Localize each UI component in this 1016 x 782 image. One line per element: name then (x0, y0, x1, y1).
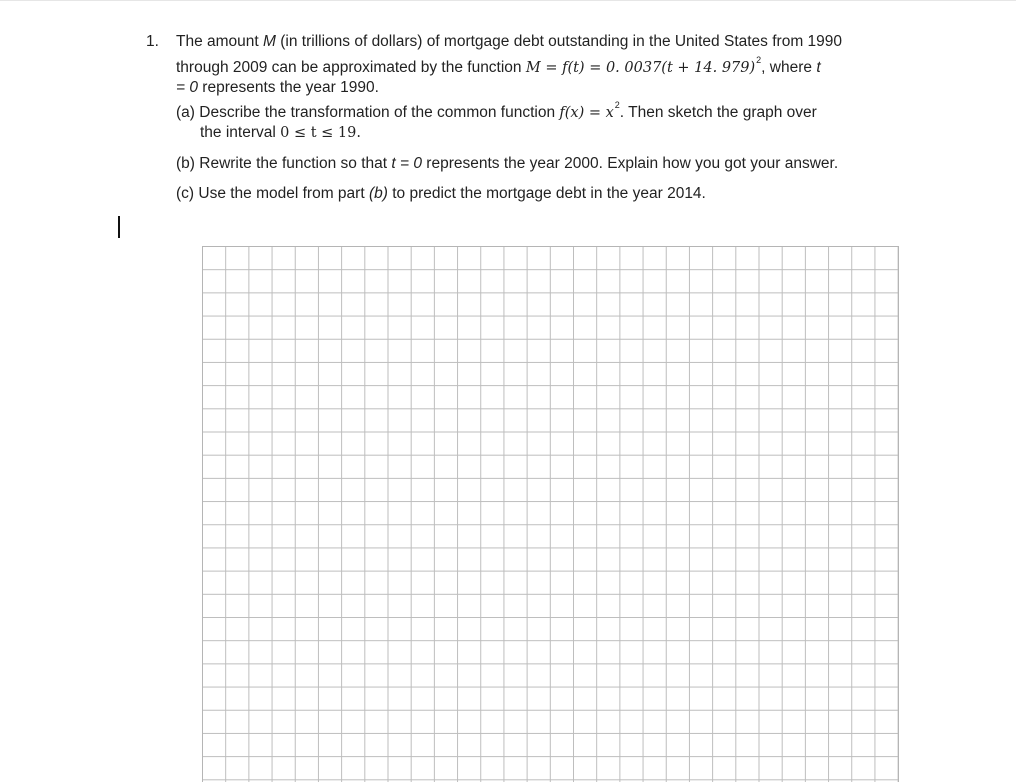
part-a-line-1: (a) Describe the transformation of the common function $f(x) = x^2$. Then sketch the graph over (176, 100, 817, 121)
text-cursor (118, 216, 120, 238)
graph-paper-grid[interactable] (202, 246, 898, 782)
graph-paper-right-border (898, 246, 899, 782)
debt-function-formula: M = f(t) = 0. 0037(t + 14. 979) (525, 60, 756, 76)
stem-line-1: The amount M (in trillions of dollars) of mortgage debt outstanding in the United States from 1990 (176, 33, 843, 50)
page-top-border (0, 0, 1016, 1)
question-number: 1. (146, 33, 159, 50)
common-function-formula: f(x) = x (559, 105, 614, 121)
part-c: (c) Use the model from part (b) to predict the mortgage debt in the year 2014. (176, 185, 706, 202)
part-b: (b) Rewrite the function so that t = 0 represents the year 2000. Explain how you got your answer. (176, 155, 839, 172)
part-a (176, 100, 901, 143)
interval-formula: 0 ≤ t ≤ 19. (280, 125, 361, 141)
stem-line-3: = 0 represents the year 1990. (176, 79, 379, 96)
stem-line-2: through 2009 can be approximated by the function M = f(t) = 0. 0037(t + 14. 979)$^2$, where t (176, 55, 821, 76)
question-stem (176, 32, 901, 98)
part-a-line-2: the interval 0 ≤ t ≤ 19. (200, 124, 361, 141)
